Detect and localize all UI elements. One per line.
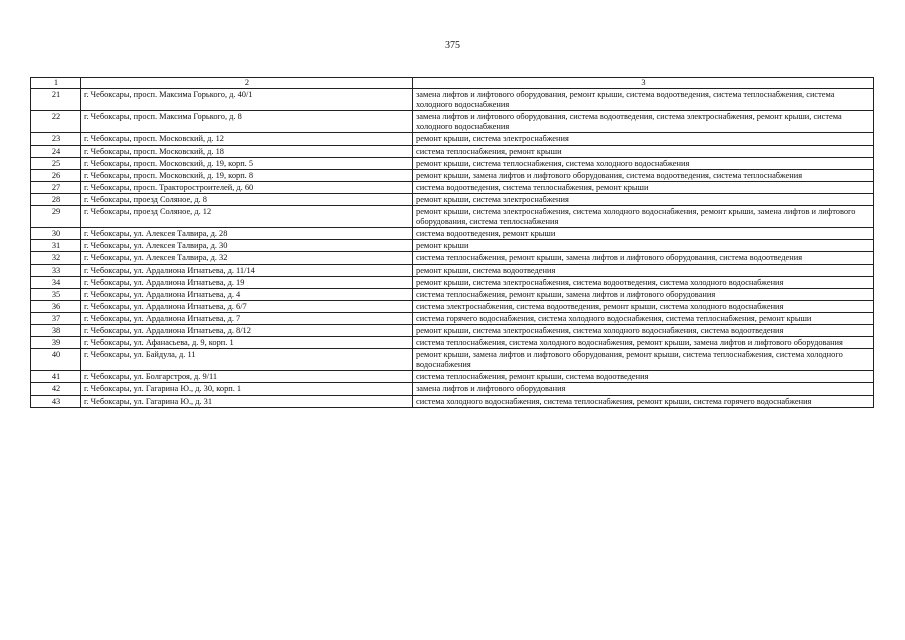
row-address-cell: г. Чебоксары, ул. Гагарина Ю., д. 31 <box>81 395 413 407</box>
row-works-cell: ремонт крыши, система электроснабжения, система холодного водоснабжения, ремонт крыши, замена лифтов и лифтового оборудования, система теплоснабжения <box>413 206 874 228</box>
row-works-cell: система холодного водоснабжения, система теплоснабжения, ремонт крыши, система горячего водоснабжения <box>413 395 874 407</box>
row-address-cell: г. Чебоксары, ул. Ардалиона Игнатьева, д. 11/14 <box>81 264 413 276</box>
row-address-cell: г. Чебоксары, ул. Гагарина Ю., д. 30, корп. 1 <box>81 383 413 395</box>
table-row <box>31 395 874 407</box>
table-row <box>31 264 874 276</box>
table-row <box>31 157 874 169</box>
row-works-cell: ремонт крыши <box>413 240 874 252</box>
table-row <box>31 288 874 300</box>
row-number-cell: 40 <box>31 349 81 371</box>
table-row <box>31 133 874 145</box>
row-number-cell: 23 <box>31 133 81 145</box>
row-address-cell: г. Чебоксары, ул. Афанасьева, д. 9, корп. 1 <box>81 337 413 349</box>
row-number-cell: 21 <box>31 89 81 111</box>
table-row <box>31 145 874 157</box>
row-number-cell: 24 <box>31 145 81 157</box>
row-address-cell: г. Чебоксары, просп. Московский, д. 19, корп. 5 <box>81 157 413 169</box>
row-number-cell: 33 <box>31 264 81 276</box>
row-works-cell: система теплоснабжения, ремонт крыши, замена лифтов и лифтового оборудования <box>413 288 874 300</box>
row-works-cell: замена лифтов и лифтового оборудования, ремонт крыши, система водоотведения, система теплоснабжения, система холодного водоснабжения <box>413 89 874 111</box>
table-row <box>31 371 874 383</box>
row-number-cell: 42 <box>31 383 81 395</box>
table-row <box>31 383 874 395</box>
row-number-cell: 38 <box>31 324 81 336</box>
row-address-cell: г. Чебоксары, ул. Ардалиона Игнатьева, д. 8/12 <box>81 324 413 336</box>
row-number-cell: 22 <box>31 111 81 133</box>
table-row <box>31 169 874 181</box>
row-works-cell: ремонт крыши, система теплоснабжения, система холодного водоснабжения <box>413 157 874 169</box>
row-number-cell: 26 <box>31 169 81 181</box>
row-works-cell: система теплоснабжения, система холодного водоснабжения, ремонт крыши, замена лифтов и лифтового оборудования <box>413 337 874 349</box>
table-row <box>31 349 874 371</box>
row-number-cell: 39 <box>31 337 81 349</box>
row-number-cell: 32 <box>31 252 81 264</box>
table-row <box>31 276 874 288</box>
row-address-cell: г. Чебоксары, проезд Соляное, д. 8 <box>81 193 413 205</box>
column-header-address: 2 <box>81 78 413 89</box>
row-works-cell: замена лифтов и лифтового оборудования <box>413 383 874 395</box>
row-number-cell: 37 <box>31 312 81 324</box>
row-works-cell: система теплоснабжения, ремонт крыши <box>413 145 874 157</box>
table-row <box>31 240 874 252</box>
row-address-cell: г. Чебоксары, ул. Ардалиона Игнатьева, д. 19 <box>81 276 413 288</box>
row-works-cell: система водоотведения, система теплоснабжения, ремонт крыши <box>413 181 874 193</box>
row-number-cell: 41 <box>31 371 81 383</box>
column-header-works: 3 <box>413 78 874 89</box>
row-address-cell: г. Чебоксары, ул. Алексея Талвира, д. 30 <box>81 240 413 252</box>
row-works-cell: система горячего водоснабжения, система холодного водоснабжения, система теплоснабжения, ремонт крыши <box>413 312 874 324</box>
table-row <box>31 206 874 228</box>
row-works-cell: ремонт крыши, система водоотведения <box>413 264 874 276</box>
row-number-cell: 31 <box>31 240 81 252</box>
row-address-cell: г. Чебоксары, проезд Соляное, д. 12 <box>81 206 413 228</box>
row-works-cell: ремонт крыши, замена лифтов и лифтового оборудования, ремонт крыши, система теплоснабжения, система холодного водоснабжения <box>413 349 874 371</box>
column-header-number: 1 <box>31 78 81 89</box>
row-works-cell: ремонт крыши, система электроснабжения <box>413 193 874 205</box>
row-number-cell: 30 <box>31 228 81 240</box>
table-row <box>31 312 874 324</box>
row-works-cell: система теплоснабжения, ремонт крыши, система водоотведения <box>413 371 874 383</box>
row-address-cell: г. Чебоксары, ул. Алексея Талвира, д. 32 <box>81 252 413 264</box>
table-header-row <box>31 78 874 89</box>
page-number: 375 <box>445 40 460 51</box>
row-number-cell: 28 <box>31 193 81 205</box>
table-row <box>31 324 874 336</box>
row-address-cell: г. Чебоксары, просп. Московский, д. 19, корп. 8 <box>81 169 413 181</box>
row-number-cell: 36 <box>31 300 81 312</box>
row-address-cell: г. Чебоксары, ул. Алексея Талвира, д. 28 <box>81 228 413 240</box>
table-row <box>31 193 874 205</box>
row-number-cell: 34 <box>31 276 81 288</box>
row-address-cell: г. Чебоксары, ул. Ардалиона Игнатьева, д. 7 <box>81 312 413 324</box>
row-address-cell: г. Чебоксары, ул. Ардалиона Игнатьева, д. 6/7 <box>81 300 413 312</box>
row-works-cell: ремонт крыши, система электроснабжения, система водоотведения, система холодного водоснабжения <box>413 276 874 288</box>
row-address-cell: г. Чебоксары, ул. Болгарстроя, д. 9/11 <box>81 371 413 383</box>
row-number-cell: 43 <box>31 395 81 407</box>
row-number-cell: 25 <box>31 157 81 169</box>
table-row <box>31 337 874 349</box>
row-works-cell: замена лифтов и лифтового оборудования, система водоотведения, система электроснабжения, ремонт крыши, система холодного водоснабжения <box>413 111 874 133</box>
row-address-cell: г. Чебоксары, просп. Московский, д. 18 <box>81 145 413 157</box>
row-address-cell: г. Чебоксары, ул. Байдула, д. 11 <box>81 349 413 371</box>
table-row <box>31 89 874 111</box>
row-number-cell: 27 <box>31 181 81 193</box>
row-address-cell: г. Чебоксары, просп. Максима Горького, д. 40/1 <box>81 89 413 111</box>
row-address-cell: г. Чебоксары, просп. Московский, д. 12 <box>81 133 413 145</box>
row-number-cell: 35 <box>31 288 81 300</box>
row-works-cell: система теплоснабжения, ремонт крыши, замена лифтов и лифтового оборудования, система водоотведения <box>413 252 874 264</box>
row-address-cell: г. Чебоксары, просп. Максима Горького, д. 8 <box>81 111 413 133</box>
row-works-cell: ремонт крыши, система электроснабжения, система холодного водоснабжения, система водоотведения <box>413 324 874 336</box>
row-works-cell: система электроснабжения, система водоотведения, ремонт крыши, система холодного водоснабжения <box>413 300 874 312</box>
table-row <box>31 300 874 312</box>
row-address-cell: г. Чебоксары, ул. Ардалиона Игнатьева, д. 4 <box>81 288 413 300</box>
row-works-cell: ремонт крыши, замена лифтов и лифтового оборудования, система водоотведения, система теплоснабжения <box>413 169 874 181</box>
row-address-cell: г. Чебоксары, просп. Тракторостроителей, д. 60 <box>81 181 413 193</box>
table-row <box>31 252 874 264</box>
table-row <box>31 111 874 133</box>
row-works-cell: система водоотведения, ремонт крыши <box>413 228 874 240</box>
houses-table <box>30 77 874 408</box>
table-row <box>31 181 874 193</box>
row-number-cell: 29 <box>31 206 81 228</box>
row-works-cell: ремонт крыши, система электроснабжения <box>413 133 874 145</box>
table-row <box>31 228 874 240</box>
